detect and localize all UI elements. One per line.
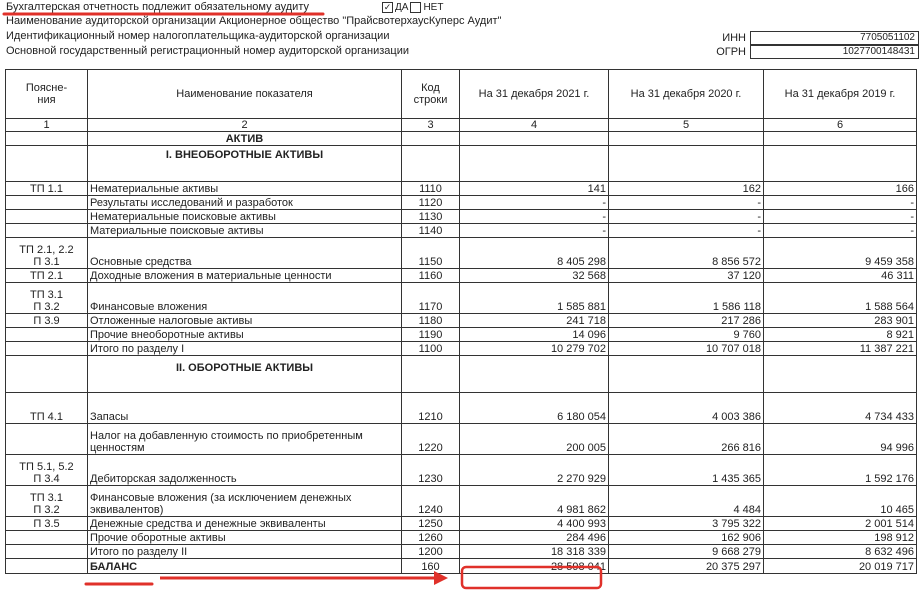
value-2021-cell: 18 318 339 [460,545,609,559]
value-2021-cell: 10 279 702 [460,342,609,356]
value-2021-cell: 14 096 [460,328,609,342]
header-code: Код строки [402,70,460,119]
code-cell: 1140 [402,224,460,238]
code-cell: 1150 [402,238,460,269]
value-2019-cell: 166 [764,182,917,196]
indicator-cell: Дебиторская задолженность [88,455,402,486]
value-2021-cell: 141 [460,182,609,196]
yes-checkbox[interactable]: ✓ [383,2,392,12]
value-2021-cell: - [460,196,609,210]
auditor-name: Наименование аудиторской организации Акционерное общество "ПрайсвотерхаусКуперс Аудит" [6,15,502,27]
indicator-cell: Денежные средства и денежные эквиваленты [88,517,402,531]
value-2019-cell: 46 311 [764,269,917,283]
value-2020-cell: 37 120 [609,269,764,283]
ogrn-value: 1027700148431 [750,45,919,59]
value-2020-cell: - [609,196,764,210]
code-cell: 160 [402,559,460,574]
value-2020-cell: 8 856 572 [609,238,764,269]
value-2020-cell: 266 816 [609,424,764,455]
value-2020-cell: 162 906 [609,531,764,545]
header-2019: На 31 декабря 2019 г. [764,70,917,119]
balance-2019-value: 20 019 717 [764,559,917,574]
header-2021: На 31 декабря 2021 г. [460,70,609,119]
indicator-cell: Итого по разделу II [88,545,402,559]
code-cell: 1160 [402,269,460,283]
value-2021-cell: - [460,224,609,238]
indicator-cell: Основные средства [88,238,402,269]
col-number: 4 [460,119,609,132]
value-2021-cell: 284 496 [460,531,609,545]
indicator-cell: Итого по разделу I [88,342,402,356]
value-2019-cell: - [764,196,917,210]
code-cell: 1200 [402,545,460,559]
section2-title: II. ОБОРОТНЫЕ АКТИВЫ [88,356,402,393]
col-number: 3 [402,119,460,132]
indicator-cell: Финансовые вложения [88,283,402,314]
section-asset-title: АКТИВ [88,132,402,146]
note-cell: ТП 1.1 [6,182,88,196]
note-cell: ТП 4.1 [6,393,88,424]
indicator-cell: Результаты исследований и разработок [88,196,402,210]
value-2020-cell: 1 586 118 [609,283,764,314]
col-number: 1 [6,119,88,132]
value-2019-cell: 1 588 564 [764,283,917,314]
value-2019-cell: 2 001 514 [764,517,917,531]
value-2020-cell: - [609,224,764,238]
note-cell: П 3.5 [6,517,88,531]
value-2019-cell: 1 592 176 [764,455,917,486]
value-2020-cell: 3 795 322 [609,517,764,531]
ogrn-description: Основной государственный регистрационный номер аудиторской организации [6,45,410,57]
code-cell: 1240 [402,486,460,517]
header-notes: Поясне- ния [6,70,88,119]
inn-value: 7705051102 [750,31,919,45]
value-2020-cell: 1 435 365 [609,455,764,486]
col-number: 6 [764,119,917,132]
value-2019-cell: 4 734 433 [764,393,917,424]
value-2020-cell: 162 [609,182,764,196]
indicator-cell: Налог на добавленную стоимость по приобретенным ценностям [88,424,402,455]
balance-label: БАЛАНС [88,559,402,574]
value-2021-cell: 1 585 881 [460,283,609,314]
value-2019-cell: 94 996 [764,424,917,455]
note-cell: ТП 2.1 [6,269,88,283]
value-2020-cell: - [609,210,764,224]
code-cell: 1130 [402,210,460,224]
code-cell: 1100 [402,342,460,356]
value-2019-cell: 198 912 [764,531,917,545]
yes-label: ДА [395,2,409,13]
inn-label: ИНН [722,32,746,44]
note-cell: ТП 2.1, 2.2 П 3.1 [6,238,88,269]
header-2020: На 31 декабря 2020 г. [609,70,764,119]
code-cell: 1170 [402,283,460,314]
note-cell: П 3.9 [6,314,88,328]
indicator-cell: Прочие оборотные активы [88,531,402,545]
value-2019-cell: - [764,224,917,238]
indicator-cell: Отложенные налоговые активы [88,314,402,328]
value-2021-cell: - [460,210,609,224]
value-2021-cell: 32 568 [460,269,609,283]
note-cell: ТП 3.1 П 3.2 [6,486,88,517]
value-2019-cell: 11 387 221 [764,342,917,356]
indicator-cell: Нематериальные поисковые активы [88,210,402,224]
value-2021-cell: 8 405 298 [460,238,609,269]
value-2021-cell: 4 981 862 [460,486,609,517]
value-2019-cell: 8 632 496 [764,545,917,559]
highlight-arrow-head [434,571,448,585]
value-2019-cell: 283 901 [764,314,917,328]
value-2020-cell: 4 484 [609,486,764,517]
indicator-cell: Доходные вложения в материальные ценности [88,269,402,283]
value-2019-cell: 9 459 358 [764,238,917,269]
indicator-cell: Нематериальные активы [88,182,402,196]
audit-statement: Бухгалтерская отчетность подлежит обязательному аудиту [6,1,309,13]
value-2020-cell: 4 003 386 [609,393,764,424]
note-cell: ТП 5.1, 5.2 П 3.4 [6,455,88,486]
code-cell: 1180 [402,314,460,328]
value-2020-cell: 10 707 018 [609,342,764,356]
value-2019-cell: 10 465 [764,486,917,517]
col-number: 5 [609,119,764,132]
code-cell: 1190 [402,328,460,342]
value-2020-cell: 9 760 [609,328,764,342]
col-number: 2 [88,119,402,132]
indicator-cell: Финансовые вложения (за исключением денежных эквивалентов) [88,486,402,517]
value-2021-cell: 6 180 054 [460,393,609,424]
value-2021-cell: 241 718 [460,314,609,328]
value-2020-cell: 217 286 [609,314,764,328]
value-2021-cell: 200 005 [460,424,609,455]
note-cell: ТП 3.1 П 3.2 [6,283,88,314]
code-cell: 1230 [402,455,460,486]
no-label: НЕТ [423,2,444,13]
section1-title: I. ВНЕОБОРОТНЫЕ АКТИВЫ [88,146,402,182]
ogrn-label: ОГРН [716,46,746,58]
balance-highlight-box [462,567,601,588]
value-2019-cell: 8 921 [764,328,917,342]
inn-description: Идентификационный номер налогоплательщика-аудиторской организации [6,30,390,42]
balance-2021-value: 28 598 041 [460,559,609,574]
balance-2020-value: 20 375 297 [609,559,764,574]
code-cell: 1260 [402,531,460,545]
indicator-cell: Запасы [88,393,402,424]
code-cell: 1210 [402,393,460,424]
header-indicator: Наименование показателя [88,70,402,119]
code-cell: 1110 [402,182,460,196]
value-2019-cell: - [764,210,917,224]
value-2021-cell: 2 270 929 [460,455,609,486]
indicator-cell: Прочие внеоборотные активы [88,328,402,342]
value-2020-cell: 9 668 279 [609,545,764,559]
value-2021-cell: 4 400 993 [460,517,609,531]
code-cell: 1120 [402,196,460,210]
code-cell: 1220 [402,424,460,455]
code-cell: 1250 [402,517,460,531]
indicator-cell: Материальные поисковые активы [88,224,402,238]
